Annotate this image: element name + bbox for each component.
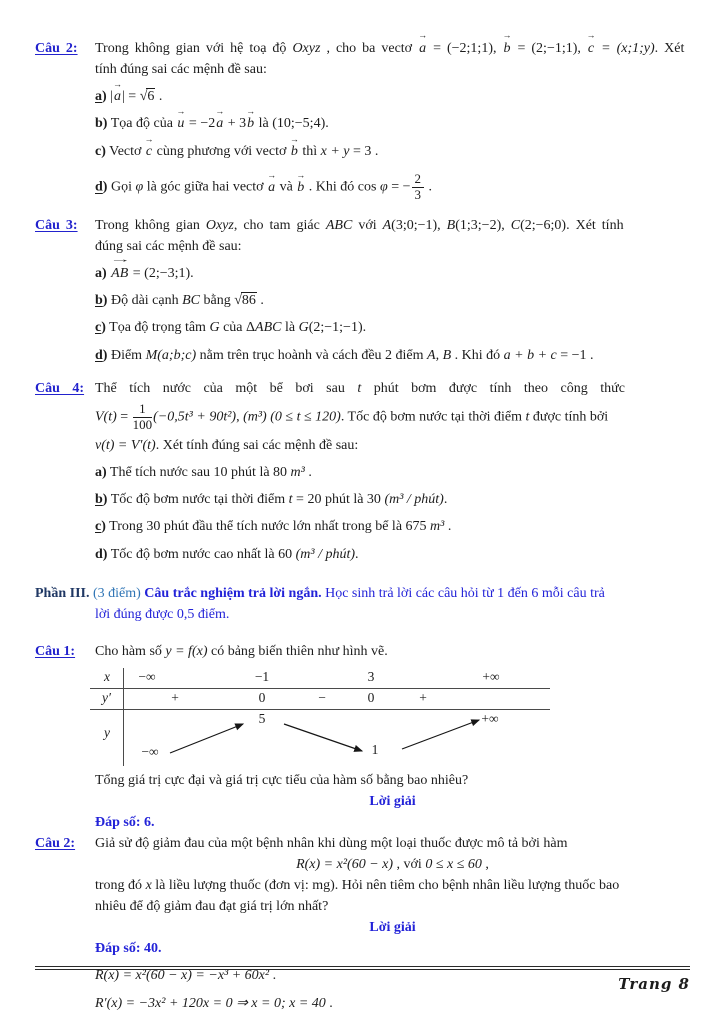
math-t: t — [288, 492, 293, 508]
math-run: x + y — [320, 143, 350, 159]
math-run: = (x;1;y) — [595, 41, 655, 56]
vector-u — [176, 106, 186, 134]
fraction-numerator: 1 — [133, 402, 153, 418]
text-run: . — [256, 293, 264, 309]
item-label: a — [95, 265, 102, 281]
text-run: Trong 30 phút đầu thể tích nước lớn nhất trong bể là 675 — [109, 519, 431, 535]
text-run: và — [276, 179, 297, 195]
math-run: (3;0;−1) — [391, 217, 438, 233]
vector-AB — [108, 253, 131, 284]
math-run: (−0,5t³ + 90t²) — [153, 409, 237, 425]
math-run: + 3 — [224, 116, 247, 132]
p3q2-body-line2: nhiêu để độ giảm đau đạt giá trị lớn nhất? — [95, 899, 329, 915]
p3q1-answer: Đáp số: 6. — [95, 815, 155, 831]
q4-label: Câu 4: — [35, 380, 85, 396]
q3-item-a — [35, 253, 690, 284]
text-run: Trong không gian — [95, 217, 206, 233]
math-run: R′(x) = −3x² + 120x = 0 ⇒ x = 0; x = 40 — [95, 996, 326, 1012]
text-run: . Khi đó — [451, 347, 504, 363]
math-run: C — [510, 217, 521, 233]
text-run: là liều lượng thuốc (đơn vị: mg). Hỏi nên tiêm cho bệnh nhân liều lượng thuốc bao — [151, 878, 620, 894]
q2-intro-line2: tính đúng sai các mệnh đề sau: — [95, 62, 267, 77]
q2-item-c — [35, 133, 690, 162]
item-label: d — [95, 546, 103, 562]
bbt-x-label: x — [104, 669, 110, 685]
p3q1-question: Tổng giá trị cực đại và giá trị cực tiểu của hàm số bằng bao nhiêu? — [95, 773, 469, 789]
math-run: A — [382, 217, 392, 233]
bbt-y-label: y — [104, 725, 110, 741]
item-label: b — [95, 116, 103, 132]
vector-letter: a — [268, 179, 276, 195]
math-run: = (2;−3;1). — [129, 265, 194, 281]
math-run: V(t) — [95, 409, 117, 425]
part-3-label: Phần III. — [35, 586, 90, 602]
q2-intro-line1 — [35, 30, 690, 59]
text-run: , — [236, 409, 244, 425]
solution-heading: Lời giải — [369, 920, 416, 936]
radicand: 86 — [241, 293, 256, 309]
item-label: b — [95, 293, 103, 309]
page-footer — [35, 966, 690, 993]
part-3-title: Câu trắc nghiệm trả lời ngắn. — [144, 586, 322, 602]
vector-arrow-icon: → — [296, 169, 306, 180]
item-label: a — [95, 89, 102, 104]
math-t: t — [525, 409, 530, 425]
q3-label: Câu 3: — [35, 217, 78, 233]
vector-b — [296, 169, 306, 198]
q3-item-b — [35, 291, 690, 311]
math-run: a + b + c — [503, 347, 557, 363]
vector-arrow-icon: → — [502, 30, 512, 40]
text-run: Tốc độ bơm nước cao nhất là 60 — [110, 546, 296, 562]
question-block-p3-q1 — [35, 641, 690, 833]
text-run: . — [425, 179, 432, 195]
text-run: . — [444, 519, 452, 535]
item-label-paren: ) — [102, 347, 108, 363]
math-run: BC — [182, 293, 201, 309]
math-run: (m³ / phút) — [295, 546, 356, 562]
text-run: Gọi — [110, 179, 136, 195]
math-run: R(x) = x²(60 − x) — [296, 857, 394, 873]
vector-a — [112, 79, 122, 107]
math-run: = (2;−1;1), — [511, 41, 587, 56]
math-run: | — [110, 89, 113, 104]
text-run: , — [437, 217, 447, 233]
bbt-x-value: −1 — [254, 669, 270, 685]
math-run: (a;b;c) — [157, 347, 197, 363]
text-run: Thể tích nước sau 10 phút là 80 — [109, 464, 291, 480]
vector-arrow-icon: → — [289, 133, 299, 144]
vector-arrow-icon: → — [144, 133, 154, 144]
math-x: x — [145, 878, 152, 894]
text-run: , — [481, 857, 489, 873]
q4-item-c — [35, 517, 690, 537]
text-run: = 20 phút là 30 — [292, 492, 385, 508]
vector-arrow-icon: → — [246, 106, 256, 117]
q2-label: Câu 2: — [35, 41, 78, 56]
part-3-points: (3 điểm) — [89, 586, 145, 602]
item-label-paren: ) — [101, 519, 106, 535]
text-run: . — [355, 546, 359, 562]
text-run: Tọa độ trọng tâm — [109, 320, 210, 336]
sqrt-icon: √ — [139, 89, 147, 104]
vector-letter: b — [290, 143, 298, 159]
q4-item-a — [35, 463, 690, 483]
text-run: Vectơ — [109, 143, 145, 159]
vector-arrow-icon: → — [418, 30, 428, 40]
p3q1-intro — [35, 641, 690, 662]
bbt-y-min: 1 — [371, 742, 379, 758]
text-run: của — [219, 320, 247, 336]
vector-letter: a — [419, 41, 427, 56]
p3q1-label: Câu 1: — [35, 644, 76, 660]
math-phi: φ — [135, 179, 144, 195]
item-label: c — [95, 320, 102, 336]
text-run: . — [443, 492, 448, 508]
solution-heading: Lời giải — [369, 794, 416, 810]
increase-arrow — [402, 720, 479, 749]
part-3-heading — [35, 583, 690, 625]
vector-letters: AB — [111, 265, 129, 281]
vector-c — [144, 133, 154, 162]
bbt-y-limit: −∞ — [141, 744, 159, 760]
vector-b — [246, 106, 256, 134]
math-run: m³ — [290, 464, 305, 480]
item-label-paren: ) — [102, 89, 107, 104]
math-run: G — [298, 320, 309, 336]
item-label-paren: ) — [102, 293, 108, 309]
math-run: ABC — [325, 217, 353, 233]
text-run: cùng phương với vectơ — [153, 143, 290, 159]
radicand: 6 — [147, 89, 155, 104]
item-label: c — [95, 519, 102, 535]
item-label-paren: ) — [102, 492, 108, 508]
vector-letter: u — [177, 116, 185, 132]
decrease-arrow — [284, 724, 362, 751]
math-run: v(t) = V′(t) — [95, 437, 156, 453]
math-run: = −1 . — [556, 347, 594, 363]
text-run: , cho tam giác — [233, 217, 326, 233]
q4-intro-line1 — [35, 378, 690, 399]
page-number: Trang 8 — [618, 975, 690, 993]
bbt-yprime-sign: + — [419, 690, 427, 706]
item-label: d — [95, 347, 103, 363]
vector-b — [502, 30, 512, 59]
text-run: thì — [298, 143, 321, 159]
vector-c — [586, 30, 596, 59]
question-block-p2-q4 — [35, 378, 690, 565]
text-run: . Xét — [654, 41, 685, 56]
footer-double-rule — [35, 966, 690, 970]
text-run: bằng — [200, 293, 235, 309]
part-3-line1 — [35, 583, 690, 604]
question-block-p2-q2 — [35, 30, 690, 203]
math-oxyz: Oxyz — [205, 217, 234, 233]
text-run: Thể tích nước của một bể bơi sau — [95, 380, 345, 396]
vector-letter: a — [216, 116, 224, 132]
bbt-y-max: 5 — [258, 711, 266, 727]
bbt-yprime-zero: 0 — [367, 690, 375, 706]
item-label-paren: ) — [101, 320, 106, 336]
math-run: (0 ≤ t ≤ 120) — [266, 409, 341, 425]
p3q2-formula — [35, 854, 690, 875]
p3q2-solution-line2 — [35, 993, 690, 1015]
text-run: là (10;−5;4). — [255, 116, 329, 132]
square-root — [140, 88, 156, 104]
bbt-x-value: 3 — [367, 669, 375, 685]
q4-item-b — [35, 490, 690, 510]
text-run: Tốc độ bơm nước tại thời điểm — [110, 492, 289, 508]
q3-intro-line1 — [35, 215, 690, 236]
text-run: có bảng biến thiên như hình vẽ. — [207, 644, 388, 660]
fraction-numerator: 2 — [412, 172, 425, 188]
q4-intro-line3 — [35, 435, 690, 456]
text-run: , — [501, 217, 511, 233]
q2-item-a — [35, 79, 690, 107]
math-run: ABC — [255, 320, 282, 336]
q2-item-d — [35, 169, 690, 203]
p3q2-label: Câu 2: — [35, 836, 76, 852]
vector-letter: b — [297, 179, 305, 195]
text-run: là — [281, 320, 299, 336]
math-run: (1;3;−2) — [455, 217, 502, 233]
text-run: nằm trên trục hoành và cách đều 2 điểm — [196, 347, 428, 363]
text-run: . — [325, 996, 333, 1012]
math-run: = −2 — [185, 116, 216, 132]
vector-letter: b — [247, 116, 255, 132]
bbt-yprime-label: y′ — [102, 690, 111, 706]
increase-arrow — [170, 724, 243, 753]
part-3-line2: lời đúng được 0,5 điểm. — [95, 607, 230, 623]
vector-arrow-icon: → — [215, 106, 225, 117]
vector-letter: b — [503, 41, 511, 56]
math-run: M — [145, 347, 158, 363]
vector-arrow-icon: → — [586, 30, 596, 40]
item-label-paren: ) — [102, 179, 108, 195]
item-label: a — [95, 464, 102, 480]
fraction — [133, 402, 153, 433]
text-run: Độ dài cạnh — [110, 293, 183, 309]
math-run: y = f(x) — [165, 644, 208, 660]
item-label-paren: ) — [102, 116, 108, 132]
text-run: trong đó — [95, 878, 146, 894]
item-label-paren: ) — [102, 546, 108, 562]
vector-a — [267, 169, 277, 198]
triangle-icon: Δ — [246, 320, 256, 336]
text-run: . Khi đó cos — [305, 179, 380, 195]
vector-b — [289, 133, 299, 162]
text-run: là góc giữa hai vectơ — [143, 179, 268, 195]
fraction-denominator: 100 — [132, 416, 153, 432]
square-root — [234, 292, 257, 308]
q4-item-d — [35, 545, 690, 565]
part-3-instructions: Học sinh trả lời các câu hỏi từ 1 đến 6 mỗi câu trả — [321, 586, 605, 602]
text-run: . Xét tính đúng sai các mệnh đề sau: — [155, 437, 359, 453]
math-run: (m³) — [243, 409, 267, 425]
math-run: | = — [121, 89, 140, 104]
text-run: Trong không gian với hệ toạ độ — [95, 41, 293, 56]
text-run: . Xét tính — [566, 217, 624, 233]
item-label: d — [95, 179, 103, 195]
bbt-yprime-sign: + — [171, 690, 179, 706]
item-label-paren: ) — [102, 464, 107, 480]
math-run: = 3 . — [349, 143, 379, 159]
fraction — [412, 172, 425, 203]
text-run: được tính bởi — [529, 409, 609, 425]
q3-item-d — [35, 346, 690, 366]
text-run: Tọa độ của — [110, 116, 177, 132]
math-oxyz: Oxyz — [292, 41, 321, 56]
math-run: (2;−1;−1). — [308, 320, 367, 336]
vector-a — [215, 106, 225, 134]
q4-formula-line — [35, 402, 690, 433]
p3q2-answer: Đáp số: 40. — [95, 941, 162, 957]
p3q2-intro — [35, 833, 690, 854]
math-run: A, B — [427, 347, 452, 363]
vector-arrow-icon: → — [176, 106, 186, 117]
vector-arrow-icon: → — [112, 79, 122, 89]
math-run: m³ — [430, 519, 445, 535]
math-run: = (−2;1;1), — [427, 41, 503, 56]
sqrt-icon: √ — [234, 293, 241, 309]
text-run: . — [269, 968, 277, 984]
variation-table — [90, 668, 550, 766]
vector-letter: a — [113, 89, 121, 104]
math-run: 0 ≤ x ≤ 60 — [425, 857, 482, 873]
text-run: Điểm — [110, 347, 146, 363]
p3q2-body-line1 — [35, 875, 690, 896]
item-label: b — [95, 492, 103, 508]
math-run: G — [209, 320, 220, 336]
text-run: , cho ba vectơ — [320, 41, 419, 56]
bbt-x-value: +∞ — [482, 669, 500, 685]
text-run: Giả sử độ giảm đau của một bệnh nhân khi dùng một loại thuốc được mô tả bởi hàm — [95, 836, 568, 852]
math-run: R(x) = x²(60 − x) = −x³ + 60x² — [95, 968, 270, 984]
bbt-arrows — [90, 668, 550, 766]
vector-a — [418, 30, 428, 59]
bbt-yprime-zero: 0 — [258, 690, 266, 706]
math-run: = − — [387, 179, 411, 195]
text-run: phút bơm được tính theo công thức — [373, 380, 625, 396]
q2-item-b — [35, 106, 690, 134]
math-run: = — [116, 409, 132, 425]
bbt-y-limit: +∞ — [481, 711, 499, 727]
item-label-paren: ) — [101, 143, 106, 159]
bbt-x-value: −∞ — [138, 669, 156, 685]
fraction-denominator: 3 — [414, 186, 421, 202]
vector-arrow-icon: → — [108, 253, 131, 264]
text-run: . Tốc độ bơm nước tại thời điểm — [340, 409, 526, 425]
vector-letter: c — [145, 143, 153, 159]
text-run: Cho hàm số — [95, 644, 166, 660]
vector-letter: c — [587, 41, 595, 56]
q3-intro-line2: đúng sai các mệnh đề sau: — [95, 238, 242, 254]
item-label: c — [95, 143, 102, 159]
text-run: . — [304, 464, 312, 480]
text-run: , với — [393, 857, 426, 873]
q3-item-c — [35, 318, 690, 338]
text-run: . — [155, 89, 163, 104]
text-run: với — [352, 217, 383, 233]
bbt-yprime-sign: − — [318, 690, 326, 706]
item-label-paren: ) — [102, 265, 107, 281]
question-block-p2-q3 — [35, 215, 690, 366]
math-run: (m³ / phút) — [384, 492, 444, 508]
vector-arrow-icon: → — [267, 169, 277, 180]
math-phi: φ — [379, 179, 388, 195]
math-t: t — [357, 380, 362, 396]
math-run: B — [446, 217, 456, 233]
math-run: (2;−6;0) — [520, 217, 567, 233]
